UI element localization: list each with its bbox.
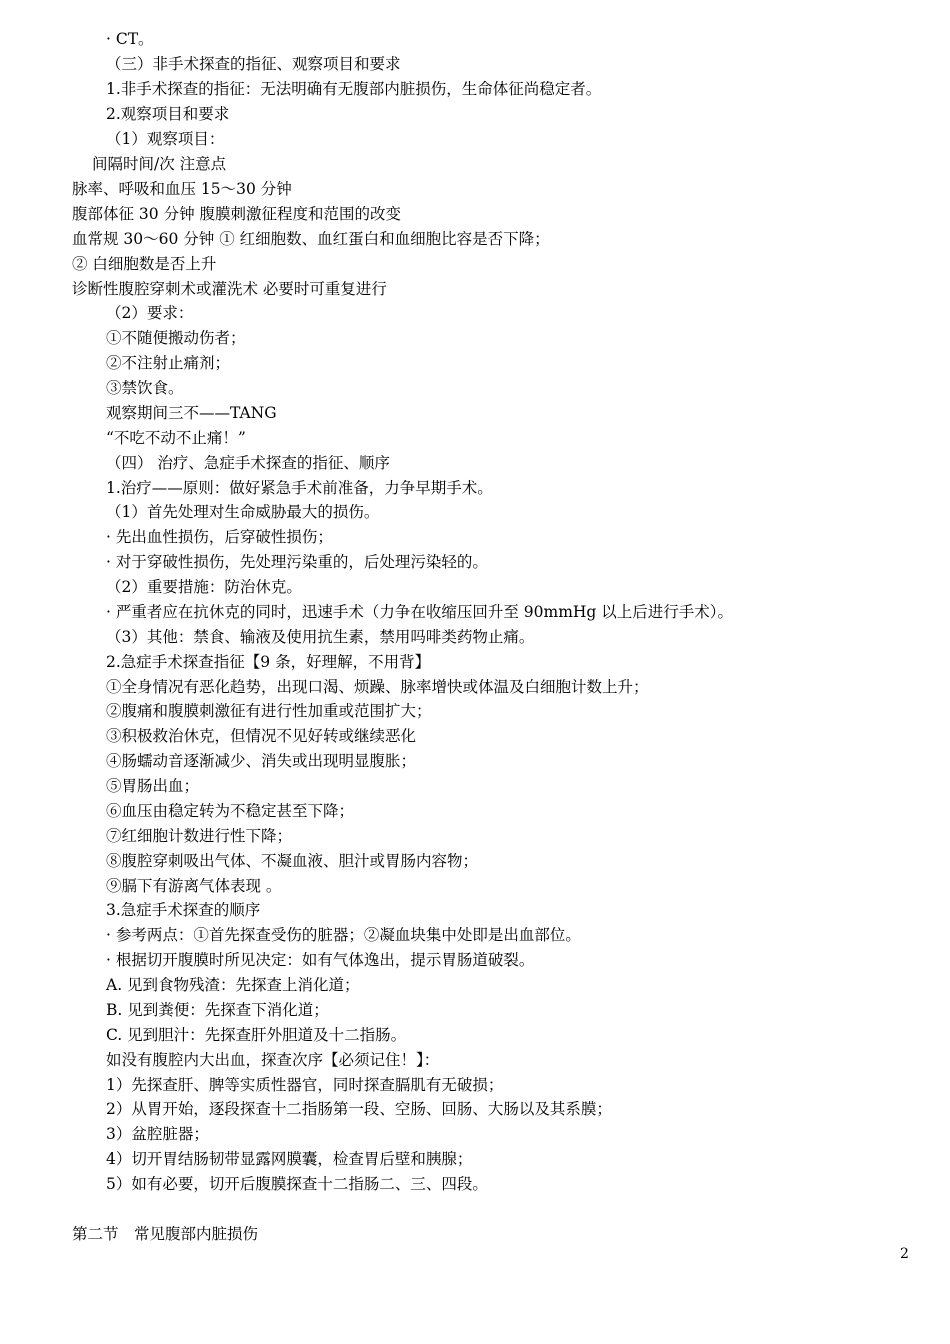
text-line: A. 见到食物残渣：先探查上消化道； bbox=[106, 976, 360, 994]
text-line: （1）观察项目： bbox=[106, 130, 225, 148]
text-line: 如没有腹腔内大出血，探查次序【必须记住！】： bbox=[106, 1051, 440, 1069]
text-line: · 先出血性损伤，后穿破性损伤； bbox=[106, 528, 333, 546]
text-line: · 严重者应在抗休克的同时，迅速手术（力争在收缩压回升至 90mmHg 以上后进行手术）。 bbox=[106, 603, 734, 621]
text-line: B. 见到粪便：先探查下消化道； bbox=[106, 1001, 329, 1019]
text-line: （1）首先处理对生命威胁最大的损伤。 bbox=[106, 503, 380, 521]
text-line: ⑧腹腔穿刺吸出气体、不凝血液、胆汁或胃肠内容物； bbox=[106, 852, 479, 870]
text-line: ④肠蠕动音逐渐减少、消失或出现明显腹胀； bbox=[106, 752, 417, 770]
table-row-line: 血常规 30～60 分钟 ① 红细胞数、血红蛋白和血细胞比容是否下降； bbox=[72, 230, 550, 248]
chapter-heading: 第二节 常见腹部内脏损伤 bbox=[72, 1225, 259, 1243]
page-number: 2 bbox=[900, 1246, 909, 1262]
section-heading: （四） 治疗、急症手术探查的指征、顺序 bbox=[106, 454, 390, 472]
text-line: ⑤胃肠出血； bbox=[106, 777, 200, 795]
text-line: 2.急症手术探查指征【9 条，好理解，不用背】 bbox=[106, 653, 431, 671]
text-line: ③禁饮食。 bbox=[106, 379, 184, 397]
text-line: 4）切开胃结肠韧带显露网膜囊，检查胃后壁和胰腺； bbox=[106, 1150, 473, 1168]
text-line: · 参考两点：①首先探查受伤的脏器；②凝血块集中处即是出血部位。 bbox=[106, 926, 581, 944]
text-line: · 根据切开腹膜时所见决定：如有气体逸出，提示胃肠道破裂。 bbox=[106, 951, 535, 969]
table-row-line: 诊断性腹腔穿刺术或灌洗术 必要时可重复进行 bbox=[72, 280, 387, 298]
text-line: “不吃不动不止痛！” bbox=[106, 429, 246, 447]
text-line: ③积极救治休克，但情况不见好转或继续恶化 bbox=[106, 727, 417, 745]
text-line: · CT。 bbox=[106, 30, 154, 48]
text-line: （2）重要措施：防治休克。 bbox=[106, 578, 302, 596]
text-line: ⑨膈下有游离气体表现 。 bbox=[106, 877, 282, 895]
text-line: 1）先探查肝、脾等实质性器官，同时探查膈肌有无破损； bbox=[106, 1076, 504, 1094]
section-heading: （三）非手术探查的指征、观察项目和要求 bbox=[106, 55, 401, 73]
table-row-line: 脉率、呼吸和血压 15～30 分钟 bbox=[72, 180, 292, 198]
text-line: 2）从胃开始，逐段探查十二指肠第一段、空肠、回肠、大肠以及其系膜； bbox=[106, 1100, 612, 1118]
text-line: 2.观察项目和要求 bbox=[106, 105, 230, 123]
text-line: ②腹痛和腹膜刺激征有进行性加重或范围扩大； bbox=[106, 702, 432, 720]
text-line: ②不注射止痛剂； bbox=[106, 354, 231, 372]
text-line: 1.治疗——原则：做好紧急手术前准备，力争早期手术。 bbox=[106, 479, 493, 497]
text-line: （3）其他：禁食、输液及使用抗生素，禁用吗啡类药物止痛。 bbox=[106, 628, 535, 646]
text-line: 3.急症手术探查的顺序 bbox=[106, 901, 261, 919]
text-line: 1.非手术探查的指征：无法明确有无腹部内脏损伤，生命体征尚稳定者。 bbox=[106, 80, 602, 98]
text-line: 5）如有必要，切开后腹膜探查十二指肠二、三、四段。 bbox=[106, 1175, 488, 1193]
text-line: C. 见到胆汁：先探查肝外胆道及十二指肠。 bbox=[106, 1026, 407, 1044]
text-line: ⑥血压由稳定转为不稳定甚至下降； bbox=[106, 802, 355, 820]
text-line: （2）要求： bbox=[106, 304, 194, 322]
text-line: ①全身情况有恶化趋势，出现口渴、烦躁、脉率增快或体温及白细胞计数上升； bbox=[106, 678, 649, 696]
table-row-line: ② 白细胞数是否上升 bbox=[72, 255, 217, 273]
table-header-line: 间隔时间/次 注意点 bbox=[92, 155, 227, 173]
table-row-line: 腹部体征 30 分钟 腹膜刺激征程度和范围的改变 bbox=[72, 205, 402, 223]
text-line: ⑦红细胞计数进行性下降； bbox=[106, 827, 293, 845]
text-line: ①不随便搬动伤者； bbox=[106, 329, 246, 347]
text-line: 观察期间三不——TANG bbox=[106, 404, 277, 422]
text-line: · 对于穿破性损伤，先处理污染重的，后处理污染轻的。 bbox=[106, 553, 488, 571]
text-line: 3）盆腔脏器； bbox=[106, 1125, 209, 1143]
